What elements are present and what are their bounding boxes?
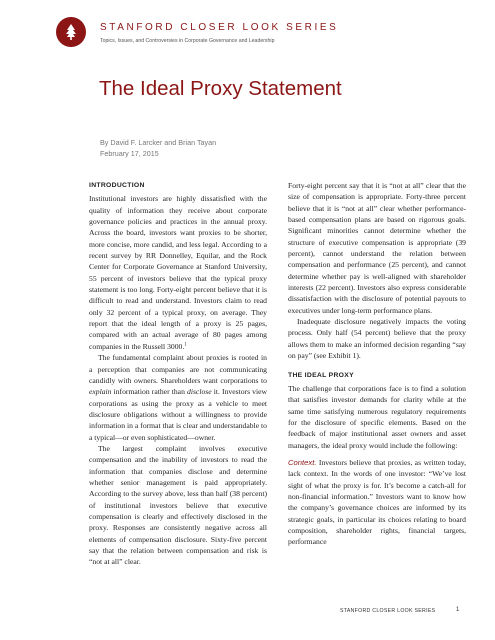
paragraph: Institutional investors are highly dissatisfied with the quality of information they receive about corporate governance policies and practices in the annual proxy. Across the board, investors want proxies to be shorter, more concise, more candid, and less legal. According to a recent survey by RR Donnelley, Equilar, and the Rock Center for Corporate Governance at Stanford University, 55 percent of investors believe that the typical proxy statement is too long. Forty-eight percent believe that it is difficult to read and understand. Investors claim to read only 32 percent of a typical proxy, on average. They report that the ideal length of a proxy is 25 pages, compared with an actual average of 80 pages among companies in the Russell 3000.$^1$ xyxy=(89,194,267,351)
left-column xyxy=(89,180,267,568)
authors: By David F. Larcker and Brian Tayan xyxy=(100,138,217,147)
right-column xyxy=(288,180,466,548)
series-subtitle: Topics, Issues, and Controversies in Corporate Governance and Leadership xyxy=(100,38,275,44)
paragraph: The fundamental complaint about proxies is rooted in a perception that companies are not communicating candidly with owners. Shareholders want corporations to explain information rather than disclose it. Investors view corporations as using the proxy as a vehicle to meet disclosure obligations without a willingness to provide information in a format that is clear and understandable to a typical—or even sophisticated—owner. xyxy=(89,353,268,442)
tree-icon xyxy=(61,22,81,42)
paragraph: Forty-eight percent say that it is “not at all” clear that the size of compensation is appropriate. Forty-three percent believe that it is “not at all” clear whether performance-based compensation plans are based on rigorous goals. Significant minorities cannot determine whether the structure of executive compensation is appropriate (39 percent), cannot understand the relation between compensation and performance (25 percent), and cannot determine whether pay is well-aligned with shareholder interests (22 percent). Investors also express considerable dissatisfaction with the disclosure of potential payouts to executives under long-term performance plans. xyxy=(288,181,466,315)
lead-in: Context. xyxy=(288,457,317,467)
emphasis-disclose: disclose xyxy=(187,387,212,397)
stanford-seal-logo xyxy=(56,17,86,47)
series-title: STANFORD CLOSER LOOK SERIES xyxy=(100,22,339,33)
paragraph: The largest complaint involves executive compensation and the inability of investors to read the information that companies disclose and determine whether senior management is paid appropriately. According to the survey above, less than half (38 percent) of institutional investors believe that executive compensation is clearly and effectively disclosed in the proxy. Responses are consistently negative across all elements of compensation disclosure. Sixty-five percent say that the relation between compensation and risk is “not at all” clear. xyxy=(89,443,267,567)
footer-series-label: STANFORD CLOSER LOOK SERIES xyxy=(340,608,436,614)
section-heading-introduction: INTRODUCTION xyxy=(89,182,145,189)
publish-date: February 17, 2015 xyxy=(100,149,159,158)
footnote-marker: 1 xyxy=(184,342,187,348)
section-heading-ideal-proxy: THE IDEAL PROXY xyxy=(288,371,354,379)
byline xyxy=(100,137,216,159)
paragraph: Context. Investors believe that proxies, as written today, lack context. In the words of one investor: “We’ve lost sight of what the proxy is for. It’s become a catch-all for non-financial information.” Investors want to know how the company’s governance choices are informed by its strategic goals, in particular its choices relating to board composition, shareholder rights, financial targets, performance xyxy=(288,457,466,547)
document-title: The Ideal Proxy Statement xyxy=(99,77,342,100)
paragraph: Inadequate disclosure negatively impacts the voting process. Only half (54 percent) believe that the proxy allows them to make an informed decision regarding “say on pay” (see Exhibit 1). xyxy=(288,317,466,361)
emphasis-explain: explain xyxy=(89,387,112,397)
paragraph: The challenge that corporations face is to find a solution that satisfies investor demands for clarity while at the same time satisfying numerous regulatory requirements for the disclosure of specific elements. Based on the feedback of major institutional asset owners and asset managers, the ideal proxy would include the following: xyxy=(288,383,466,450)
page-number: 1 xyxy=(456,607,460,613)
